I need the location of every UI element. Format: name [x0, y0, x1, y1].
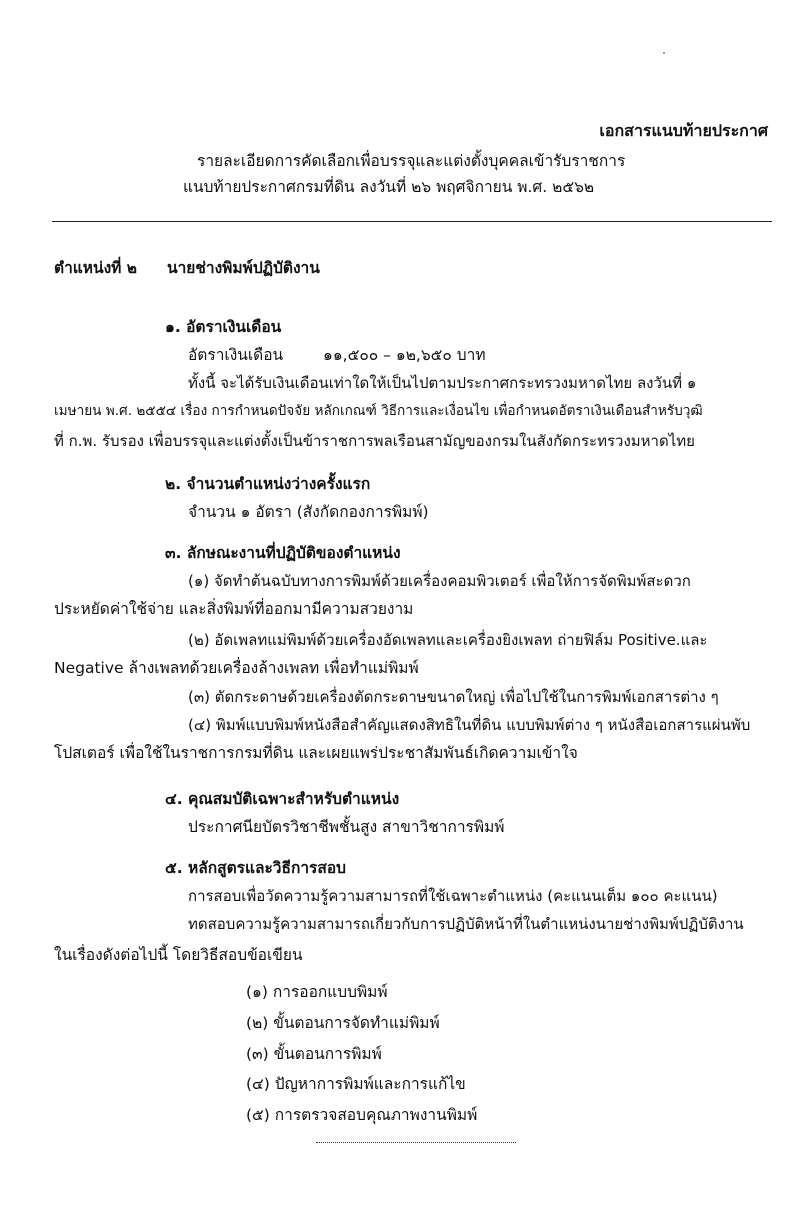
- section4-line: ประกาศนียบัตรวิชาชีพชั้นสูง สาขาวิชาการพิมพ์: [188, 818, 505, 836]
- section5-line1: การสอบเพื่อวัดความรู้ความสามารถที่ใช้เฉพาะตำแหน่ง (คะแนนเต็ม ๑๐๐ คะแนน): [188, 887, 718, 905]
- section1-paragraph-line3: ที่ ก.พ. รับรอง เพื่อบรรจุและแต่งตั้งเป็นข้าราชการพลเรือนสามัญของกรมในสังกัดกระทรวงมหาดไทย: [54, 432, 695, 450]
- exam-topic-item: (๑) การออกแบบพิมพ์: [246, 983, 388, 1001]
- salary-label: อัตราเงินเดือน: [188, 346, 284, 364]
- position-label: ตำแหน่งที่ ๒: [54, 259, 137, 277]
- annex-label: เอกสารแนบท้ายประกาศ: [599, 121, 768, 140]
- section1-paragraph-line2: เมษายน พ.ศ. ๒๕๕๔ เรื่อง การกำหนดปัจจัย หลักเกณฑ์ วิธีการและเงื่อนไข เพื่อกำหนดอัตราเงินเดือนสำหรับวุฒิ: [54, 403, 703, 419]
- duty-item4-line2: โปสเตอร์ เพื่อใช้ในราชการกรมที่ดิน และเผยแพร่ประชาสัมพันธ์เกิดความเข้าใจ: [54, 744, 578, 762]
- section1-heading: ๑. อัตราเงินเดือน: [165, 318, 282, 336]
- document-title-line1: รายละเอียดการคัดเลือกเพื่อบรรจุและแต่งตั้งบุคคลเข้ารับราชการ: [197, 152, 626, 170]
- duty-item1-line2: ประหยัดค่าใช้จ่าย และสิ่งพิมพ์ที่ออกมามีความสวยงาม: [54, 600, 414, 618]
- exam-topic-item: (๔) ปัญหาการพิมพ์และการแก้ไข: [246, 1075, 466, 1093]
- section1-paragraph-line1: ทั้งนี้ จะได้รับเงินเดือนเท่าใดให้เป็นไปตามประกาศกระทรวงมหาดไทย ลงวันที่ ๑: [188, 374, 697, 392]
- duty-item2-line1: (๒) อัดเพลทแม่พิมพ์ด้วยเครื่องอัดเพลทและเครื่องยิงเพลท ถ่ายฟิล์ม Positive.และ: [188, 631, 708, 649]
- exam-topic-item: (๕) การตรวจสอบคุณภาพงานพิมพ์: [246, 1106, 478, 1124]
- duty-item4-line1: (๔) พิมพ์แบบพิมพ์หนังสือสำคัญแสดงสิทธิในที่ดิน แบบพิมพ์ต่าง ๆ หนังสือเอกสารแผ่นพับ: [188, 716, 751, 734]
- section5-heading: ๕. หลักสูตรและวิธีการสอบ: [165, 859, 346, 877]
- end-of-document-dotted-line: [316, 1142, 516, 1143]
- exam-topic-item: (๒) ขั้นตอนการจัดทำแม่พิมพ์: [246, 1014, 440, 1032]
- exam-topic-item: (๓) ขั้นตอนการพิมพ์: [246, 1045, 382, 1063]
- duty-item3-line1: (๓) ตัดกระดาษด้วยเครื่องตัดกระดาษขนาดใหญ่ เพื่อไปใช้ในการพิมพ์เอกสารต่าง ๆ: [188, 688, 719, 706]
- salary-value: ๑๑,๕๐๐ – ๑๒,๖๕๐ บาท: [323, 346, 486, 364]
- section3-heading: ๓. ลักษณะงานที่ปฏิบัติของตำแหน่ง: [165, 544, 401, 562]
- section4-heading: ๔. คุณสมบัติเฉพาะสำหรับตำแหน่ง: [165, 790, 400, 808]
- section2-line: จำนวน ๑ อัตรา (สังกัดกองการพิมพ์): [188, 503, 429, 521]
- scan-speck: [663, 52, 665, 54]
- header-divider: [52, 221, 772, 222]
- document-title-line2: แนบท้ายประกาศกรมที่ดิน ลงวันที่ ๒๖ พฤศจิกายน พ.ศ. ๒๕๖๒: [183, 178, 595, 196]
- section5-line2: ทดสอบความรู้ความสามารถเกี่ยวกับการปฏิบัติหน้าที่ในตำแหน่งนายช่างพิมพ์ปฏิบัติงาน: [188, 915, 744, 933]
- duty-item2-line2: Negative ล้างเพลทด้วยเครื่องล้างเพลท เพื่อทำแม่พิมพ์: [54, 659, 419, 677]
- position-name: นายช่างพิมพ์ปฏิบัติงาน: [167, 259, 320, 277]
- duty-item1-line1: (๑) จัดทำต้นฉบับทางการพิมพ์ด้วยเครื่องคอมพิวเตอร์ เพื่อให้การจัดพิมพ์สะดวก: [188, 572, 691, 590]
- section5-line3: ในเรื่องดังต่อไปนี้ โดยวิธีสอบข้อเขียน: [54, 946, 303, 964]
- section2-heading: ๒. จำนวนตำแหน่งว่างครั้งแรก: [165, 475, 371, 493]
